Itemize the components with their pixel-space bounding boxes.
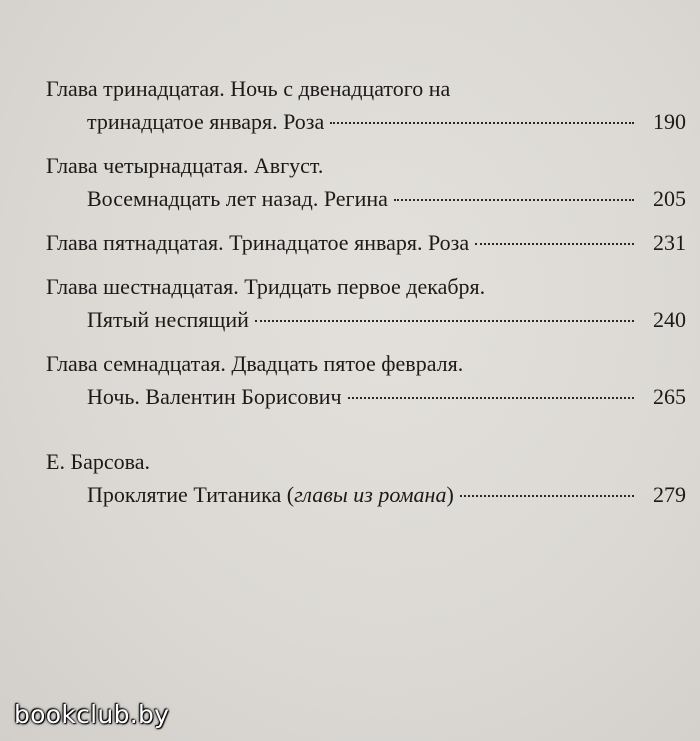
- section-gap: [46, 413, 686, 445]
- page-number: 231: [653, 230, 686, 255]
- toc-entry-line: [46, 105, 686, 138]
- dot-leader: [475, 242, 634, 245]
- page-number: 240: [653, 307, 686, 332]
- page-number: 205: [653, 186, 686, 211]
- page-number: 190: [653, 109, 686, 134]
- toc-entry-line: [46, 226, 686, 259]
- watermark-text: bookclub.by: [14, 700, 170, 729]
- page-number: 265: [653, 384, 686, 409]
- dot-leader: [348, 396, 634, 399]
- toc-entry-subtitle: тринадцатое января. Роза: [87, 109, 325, 134]
- toc-entry-line: [46, 380, 686, 413]
- toc-entry: [46, 226, 686, 259]
- toc-entry-heading: Глава шестнадцатая. Тридцать первое декабря.: [46, 274, 486, 299]
- toc-work-title-italic: главы из романа: [294, 482, 447, 507]
- toc-entry-line: [46, 478, 686, 511]
- toc-entry-heading: Глава четырнадцатая. Август.: [46, 153, 324, 178]
- toc-entry-subtitle: Пятый неспящий: [87, 307, 249, 332]
- dot-leader: [460, 494, 634, 497]
- toc-author-entry: [46, 445, 686, 511]
- dot-leader: [255, 319, 634, 322]
- dot-leader: [394, 198, 634, 201]
- toc-entry-subtitle: Ночь. Валентин Борисович: [87, 384, 342, 409]
- toc-work-title-close: ): [446, 482, 454, 507]
- toc-entry-line: [46, 303, 686, 336]
- toc-work-title-main: Проклятие Титаника (: [87, 482, 295, 507]
- toc-author: Е. Барсова.: [46, 449, 150, 474]
- toc-entry: [46, 149, 686, 215]
- toc-entry-heading: Глава тринадцатая. Ночь с двенадцатого на: [46, 76, 451, 101]
- toc-entry-heading: Глава семнадцатая. Двадцать пятое февраля.: [46, 351, 464, 376]
- page-number: 279: [653, 482, 686, 507]
- toc-entry: [46, 270, 686, 336]
- toc-work-title: [87, 478, 454, 511]
- toc-entry-heading: Глава пятнадцатая. Тринадцатое января. Роза: [46, 230, 470, 255]
- toc-entry: [46, 347, 686, 413]
- dot-leader: [330, 121, 634, 124]
- table-of-contents: [46, 72, 686, 511]
- toc-entry: [46, 72, 686, 138]
- toc-entry-subtitle: Восемнадцать лет назад. Регина: [87, 186, 388, 211]
- toc-entry-line: [46, 182, 686, 215]
